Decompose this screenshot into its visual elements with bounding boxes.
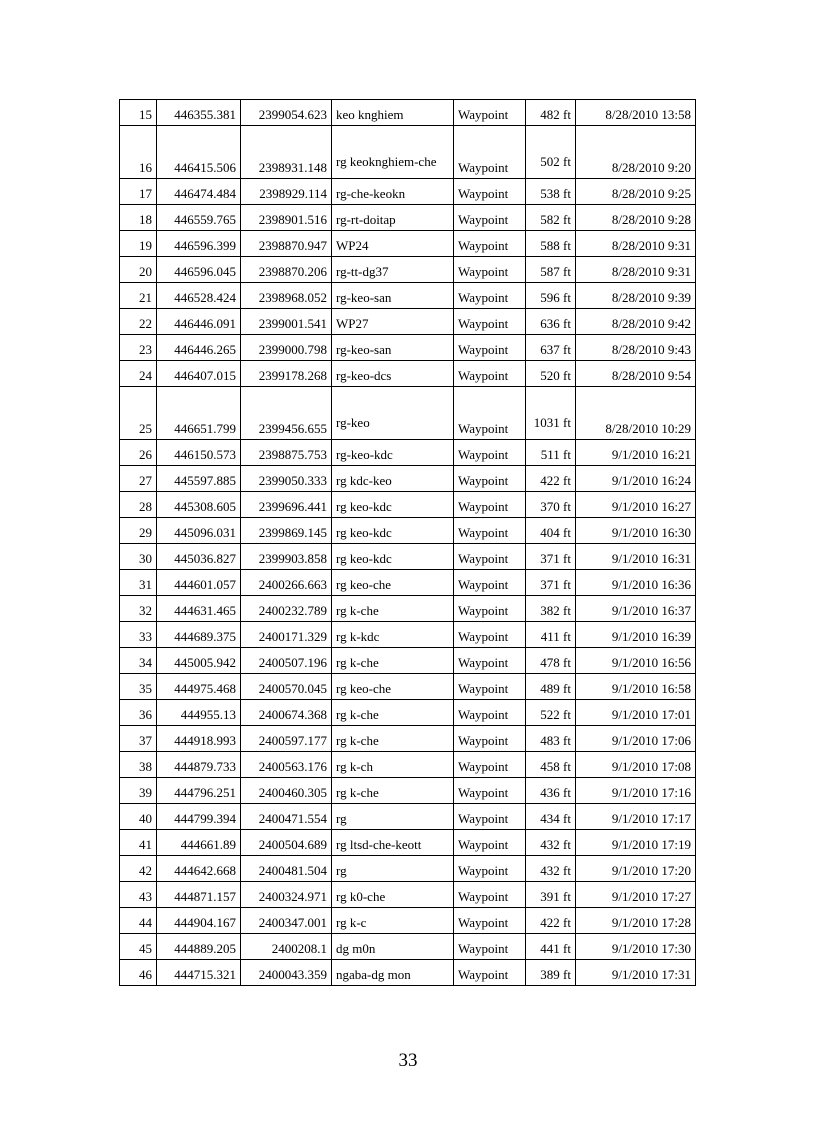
x-coordinate-cell: 446651.799 <box>157 387 241 440</box>
x-coordinate-cell: 445597.885 <box>157 466 241 492</box>
altitude-cell: 404 ft <box>526 518 576 544</box>
altitude-cell: 511 ft <box>526 440 576 466</box>
row-number-cell: 21 <box>120 283 157 309</box>
waypoint-type-cell: Waypoint <box>454 648 526 674</box>
waypoint-name-cell: rg k0-che <box>332 882 454 908</box>
x-coordinate-cell: 444642.668 <box>157 856 241 882</box>
table-row <box>120 856 696 882</box>
altitude-cell: 371 ft <box>526 544 576 570</box>
x-coordinate-cell: 444955.13 <box>157 700 241 726</box>
y-coordinate-cell: 2398929.114 <box>241 179 332 205</box>
altitude-cell: 432 ft <box>526 830 576 856</box>
x-coordinate-cell: 444889.205 <box>157 934 241 960</box>
waypoint-name-cell: rg k-ch <box>332 752 454 778</box>
timestamp-cell: 9/1/2010 17:31 <box>576 960 696 986</box>
waypoint-type-cell: Waypoint <box>454 100 526 126</box>
waypoint-type-cell: Waypoint <box>454 778 526 804</box>
row-number-cell: 18 <box>120 205 157 231</box>
table-row <box>120 882 696 908</box>
row-number-cell: 33 <box>120 622 157 648</box>
waypoint-type-cell: Waypoint <box>454 179 526 205</box>
row-number-cell: 23 <box>120 335 157 361</box>
row-number-cell: 43 <box>120 882 157 908</box>
waypoint-name-cell: rg keo-kdc <box>332 544 454 570</box>
waypoint-type-cell: Waypoint <box>454 830 526 856</box>
waypoint-type-cell: Waypoint <box>454 596 526 622</box>
x-coordinate-cell: 446528.424 <box>157 283 241 309</box>
timestamp-cell: 8/28/2010 9:42 <box>576 309 696 335</box>
y-coordinate-cell: 2399456.655 <box>241 387 332 440</box>
timestamp-cell: 9/1/2010 17:16 <box>576 778 696 804</box>
altitude-cell: 432 ft <box>526 856 576 882</box>
altitude-cell: 483 ft <box>526 726 576 752</box>
waypoint-name-cell: rg k-che <box>332 726 454 752</box>
waypoint-name-cell: WP27 <box>332 309 454 335</box>
waypoint-name-cell: rg k-che <box>332 700 454 726</box>
altitude-cell: 502 ft <box>526 126 576 179</box>
row-number-cell: 42 <box>120 856 157 882</box>
timestamp-cell: 9/1/2010 17:17 <box>576 804 696 830</box>
row-number-cell: 27 <box>120 466 157 492</box>
y-coordinate-cell: 2400507.196 <box>241 648 332 674</box>
row-number-cell: 41 <box>120 830 157 856</box>
row-number-cell: 20 <box>120 257 157 283</box>
waypoint-name-cell: rg keo-che <box>332 674 454 700</box>
y-coordinate-cell: 2399696.441 <box>241 492 332 518</box>
x-coordinate-cell: 445036.827 <box>157 544 241 570</box>
waypoint-type-cell: Waypoint <box>454 908 526 934</box>
waypoint-name-cell: rg k-che <box>332 596 454 622</box>
waypoint-name-cell: rg keo-kdc <box>332 492 454 518</box>
timestamp-cell: 8/28/2010 9:54 <box>576 361 696 387</box>
page-number: 33 <box>398 1050 418 1071</box>
altitude-cell: 411 ft <box>526 622 576 648</box>
waypoint-type-cell: Waypoint <box>454 335 526 361</box>
timestamp-cell: 9/1/2010 16:27 <box>576 492 696 518</box>
x-coordinate-cell: 446596.399 <box>157 231 241 257</box>
table-row <box>120 570 696 596</box>
waypoint-name-cell: rg keo-kdc <box>332 518 454 544</box>
waypoint-type-cell: Waypoint <box>454 361 526 387</box>
waypoint-name-cell: rg-keo-kdc <box>332 440 454 466</box>
waypoint-type-cell: Waypoint <box>454 856 526 882</box>
x-coordinate-cell: 444975.468 <box>157 674 241 700</box>
y-coordinate-cell: 2398931.148 <box>241 126 332 179</box>
x-coordinate-cell: 444661.89 <box>157 830 241 856</box>
waypoint-type-cell: Waypoint <box>454 960 526 986</box>
waypoint-name-cell: rg k-c <box>332 908 454 934</box>
row-number-cell: 34 <box>120 648 157 674</box>
x-coordinate-cell: 446150.573 <box>157 440 241 466</box>
table-row <box>120 126 696 179</box>
y-coordinate-cell: 2400266.663 <box>241 570 332 596</box>
waypoint-name-cell: rg-keo <box>332 387 454 440</box>
row-number-cell: 44 <box>120 908 157 934</box>
altitude-cell: 596 ft <box>526 283 576 309</box>
waypoint-name-cell: ngaba-dg mon <box>332 960 454 986</box>
y-coordinate-cell: 2399178.268 <box>241 361 332 387</box>
waypoint-type-cell: Waypoint <box>454 466 526 492</box>
waypoint-name-cell: rg k-che <box>332 778 454 804</box>
row-number-cell: 19 <box>120 231 157 257</box>
waypoint-type-cell: Waypoint <box>454 622 526 648</box>
row-number-cell: 15 <box>120 100 157 126</box>
y-coordinate-cell: 2399001.541 <box>241 309 332 335</box>
waypoint-table-body <box>120 100 696 986</box>
altitude-cell: 522 ft <box>526 700 576 726</box>
waypoint-type-cell: Waypoint <box>454 752 526 778</box>
altitude-cell: 434 ft <box>526 804 576 830</box>
table-row <box>120 387 696 440</box>
waypoint-name-cell: rg k-kdc <box>332 622 454 648</box>
timestamp-cell: 9/1/2010 16:58 <box>576 674 696 700</box>
x-coordinate-cell: 446415.506 <box>157 126 241 179</box>
table-row <box>120 596 696 622</box>
timestamp-cell: 9/1/2010 16:24 <box>576 466 696 492</box>
altitude-cell: 370 ft <box>526 492 576 518</box>
waypoint-name-cell: rg-keo-san <box>332 283 454 309</box>
y-coordinate-cell: 2400347.001 <box>241 908 332 934</box>
table-row <box>120 622 696 648</box>
x-coordinate-cell: 444879.733 <box>157 752 241 778</box>
waypoint-table <box>119 99 696 986</box>
timestamp-cell: 8/28/2010 9:31 <box>576 231 696 257</box>
timestamp-cell: 9/1/2010 16:36 <box>576 570 696 596</box>
waypoint-name-cell: rg-keo-dcs <box>332 361 454 387</box>
row-number-cell: 36 <box>120 700 157 726</box>
altitude-cell: 588 ft <box>526 231 576 257</box>
y-coordinate-cell: 2400232.789 <box>241 596 332 622</box>
table-row <box>120 283 696 309</box>
altitude-cell: 441 ft <box>526 934 576 960</box>
timestamp-cell: 9/1/2010 17:27 <box>576 882 696 908</box>
y-coordinate-cell: 2400674.368 <box>241 700 332 726</box>
table-row <box>120 361 696 387</box>
table-row <box>120 518 696 544</box>
y-coordinate-cell: 2400597.177 <box>241 726 332 752</box>
waypoint-name-cell: rg-rt-doitap <box>332 205 454 231</box>
waypoint-name-cell: rg-tt-dg37 <box>332 257 454 283</box>
waypoint-type-cell: Waypoint <box>454 231 526 257</box>
row-number-cell: 38 <box>120 752 157 778</box>
x-coordinate-cell: 446474.484 <box>157 179 241 205</box>
table-row <box>120 492 696 518</box>
table-row <box>120 466 696 492</box>
x-coordinate-cell: 444799.394 <box>157 804 241 830</box>
waypoint-name-cell: rg ltsd-che-keott <box>332 830 454 856</box>
waypoint-type-cell: Waypoint <box>454 492 526 518</box>
timestamp-cell: 8/28/2010 9:25 <box>576 179 696 205</box>
y-coordinate-cell: 2400043.359 <box>241 960 332 986</box>
row-number-cell: 37 <box>120 726 157 752</box>
waypoint-type-cell: Waypoint <box>454 309 526 335</box>
altitude-cell: 389 ft <box>526 960 576 986</box>
x-coordinate-cell: 444871.157 <box>157 882 241 908</box>
timestamp-cell: 8/28/2010 13:58 <box>576 100 696 126</box>
timestamp-cell: 9/1/2010 17:28 <box>576 908 696 934</box>
altitude-cell: 587 ft <box>526 257 576 283</box>
waypoint-type-cell: Waypoint <box>454 257 526 283</box>
table-row <box>120 335 696 361</box>
altitude-cell: 371 ft <box>526 570 576 596</box>
x-coordinate-cell: 444715.321 <box>157 960 241 986</box>
waypoint-type-cell: Waypoint <box>454 440 526 466</box>
row-number-cell: 40 <box>120 804 157 830</box>
x-coordinate-cell: 444601.057 <box>157 570 241 596</box>
altitude-cell: 482 ft <box>526 100 576 126</box>
y-coordinate-cell: 2398875.753 <box>241 440 332 466</box>
x-coordinate-cell: 446407.015 <box>157 361 241 387</box>
row-number-cell: 35 <box>120 674 157 700</box>
y-coordinate-cell: 2400570.045 <box>241 674 332 700</box>
table-row <box>120 440 696 466</box>
table-row <box>120 544 696 570</box>
y-coordinate-cell: 2399050.333 <box>241 466 332 492</box>
x-coordinate-cell: 444796.251 <box>157 778 241 804</box>
altitude-cell: 422 ft <box>526 908 576 934</box>
timestamp-cell: 9/1/2010 17:30 <box>576 934 696 960</box>
table-row <box>120 674 696 700</box>
table-row <box>120 726 696 752</box>
waypoint-type-cell: Waypoint <box>454 205 526 231</box>
row-number-cell: 26 <box>120 440 157 466</box>
row-number-cell: 25 <box>120 387 157 440</box>
y-coordinate-cell: 2398968.052 <box>241 283 332 309</box>
altitude-cell: 582 ft <box>526 205 576 231</box>
waypoint-name-cell: rg keoknghiem-che <box>332 126 454 179</box>
waypoint-name-cell: rg-keo-san <box>332 335 454 361</box>
waypoint-type-cell: Waypoint <box>454 804 526 830</box>
row-number-cell: 32 <box>120 596 157 622</box>
altitude-cell: 436 ft <box>526 778 576 804</box>
altitude-cell: 478 ft <box>526 648 576 674</box>
timestamp-cell: 8/28/2010 9:28 <box>576 205 696 231</box>
waypoint-name-cell: rg keo-che <box>332 570 454 596</box>
y-coordinate-cell: 2398901.516 <box>241 205 332 231</box>
x-coordinate-cell: 444689.375 <box>157 622 241 648</box>
y-coordinate-cell: 2400481.504 <box>241 856 332 882</box>
y-coordinate-cell: 2398870.947 <box>241 231 332 257</box>
row-number-cell: 45 <box>120 934 157 960</box>
waypoint-name-cell: rg-che-keokn <box>332 179 454 205</box>
row-number-cell: 16 <box>120 126 157 179</box>
timestamp-cell: 9/1/2010 16:37 <box>576 596 696 622</box>
waypoint-name-cell: rg <box>332 804 454 830</box>
altitude-cell: 391 ft <box>526 882 576 908</box>
y-coordinate-cell: 2399869.145 <box>241 518 332 544</box>
table-row <box>120 257 696 283</box>
table-row <box>120 908 696 934</box>
table-row <box>120 100 696 126</box>
waypoint-type-cell: Waypoint <box>454 544 526 570</box>
table-row <box>120 752 696 778</box>
timestamp-cell: 9/1/2010 17:19 <box>576 830 696 856</box>
table-row <box>120 830 696 856</box>
waypoint-type-cell: Waypoint <box>454 570 526 596</box>
x-coordinate-cell: 446596.045 <box>157 257 241 283</box>
table-row <box>120 205 696 231</box>
row-number-cell: 31 <box>120 570 157 596</box>
y-coordinate-cell: 2398870.206 <box>241 257 332 283</box>
waypoint-type-cell: Waypoint <box>454 700 526 726</box>
timestamp-cell: 9/1/2010 16:56 <box>576 648 696 674</box>
table-row <box>120 804 696 830</box>
waypoint-name-cell: keo knghiem <box>332 100 454 126</box>
x-coordinate-cell: 444918.993 <box>157 726 241 752</box>
waypoint-type-cell: Waypoint <box>454 726 526 752</box>
waypoint-type-cell: Waypoint <box>454 518 526 544</box>
row-number-cell: 46 <box>120 960 157 986</box>
waypoint-type-cell: Waypoint <box>454 882 526 908</box>
x-coordinate-cell: 445308.605 <box>157 492 241 518</box>
timestamp-cell: 8/28/2010 10:29 <box>576 387 696 440</box>
row-number-cell: 29 <box>120 518 157 544</box>
timestamp-cell: 9/1/2010 17:01 <box>576 700 696 726</box>
timestamp-cell: 9/1/2010 16:31 <box>576 544 696 570</box>
altitude-cell: 422 ft <box>526 466 576 492</box>
row-number-cell: 24 <box>120 361 157 387</box>
altitude-cell: 382 ft <box>526 596 576 622</box>
altitude-cell: 637 ft <box>526 335 576 361</box>
y-coordinate-cell: 2400563.176 <box>241 752 332 778</box>
timestamp-cell: 9/1/2010 17:20 <box>576 856 696 882</box>
y-coordinate-cell: 2399000.798 <box>241 335 332 361</box>
altitude-cell: 636 ft <box>526 309 576 335</box>
x-coordinate-cell: 444631.465 <box>157 596 241 622</box>
x-coordinate-cell: 444904.167 <box>157 908 241 934</box>
table-row <box>120 934 696 960</box>
row-number-cell: 17 <box>120 179 157 205</box>
timestamp-cell: 8/28/2010 9:39 <box>576 283 696 309</box>
waypoint-type-cell: Waypoint <box>454 283 526 309</box>
table-row <box>120 960 696 986</box>
x-coordinate-cell: 446446.265 <box>157 335 241 361</box>
table-row <box>120 778 696 804</box>
y-coordinate-cell: 2400208.1 <box>241 934 332 960</box>
timestamp-cell: 8/28/2010 9:31 <box>576 257 696 283</box>
altitude-cell: 458 ft <box>526 752 576 778</box>
altitude-cell: 520 ft <box>526 361 576 387</box>
waypoint-name-cell: WP24 <box>332 231 454 257</box>
table-row <box>120 648 696 674</box>
timestamp-cell: 9/1/2010 16:39 <box>576 622 696 648</box>
y-coordinate-cell: 2400171.329 <box>241 622 332 648</box>
waypoint-type-cell: Waypoint <box>454 387 526 440</box>
waypoint-name-cell: rg k-che <box>332 648 454 674</box>
altitude-cell: 489 ft <box>526 674 576 700</box>
x-coordinate-cell: 446446.091 <box>157 309 241 335</box>
row-number-cell: 28 <box>120 492 157 518</box>
table-row <box>120 231 696 257</box>
waypoint-name-cell: dg m0n <box>332 934 454 960</box>
waypoint-type-cell: Waypoint <box>454 934 526 960</box>
x-coordinate-cell: 446355.381 <box>157 100 241 126</box>
y-coordinate-cell: 2400324.971 <box>241 882 332 908</box>
timestamp-cell: 9/1/2010 17:08 <box>576 752 696 778</box>
timestamp-cell: 9/1/2010 16:30 <box>576 518 696 544</box>
table-row <box>120 309 696 335</box>
altitude-cell: 1031 ft <box>526 387 576 440</box>
x-coordinate-cell: 445005.942 <box>157 648 241 674</box>
table-row <box>120 179 696 205</box>
x-coordinate-cell: 445096.031 <box>157 518 241 544</box>
altitude-cell: 538 ft <box>526 179 576 205</box>
y-coordinate-cell: 2400471.554 <box>241 804 332 830</box>
waypoint-type-cell: Waypoint <box>454 674 526 700</box>
waypoint-name-cell: rg kdc-keo <box>332 466 454 492</box>
x-coordinate-cell: 446559.765 <box>157 205 241 231</box>
row-number-cell: 39 <box>120 778 157 804</box>
waypoint-name-cell: rg <box>332 856 454 882</box>
y-coordinate-cell: 2400504.689 <box>241 830 332 856</box>
waypoint-type-cell: Waypoint <box>454 126 526 179</box>
row-number-cell: 22 <box>120 309 157 335</box>
timestamp-cell: 8/28/2010 9:43 <box>576 335 696 361</box>
timestamp-cell: 9/1/2010 17:06 <box>576 726 696 752</box>
y-coordinate-cell: 2400460.305 <box>241 778 332 804</box>
y-coordinate-cell: 2399903.858 <box>241 544 332 570</box>
y-coordinate-cell: 2399054.623 <box>241 100 332 126</box>
row-number-cell: 30 <box>120 544 157 570</box>
timestamp-cell: 8/28/2010 9:20 <box>576 126 696 179</box>
timestamp-cell: 9/1/2010 16:21 <box>576 440 696 466</box>
table-row <box>120 700 696 726</box>
